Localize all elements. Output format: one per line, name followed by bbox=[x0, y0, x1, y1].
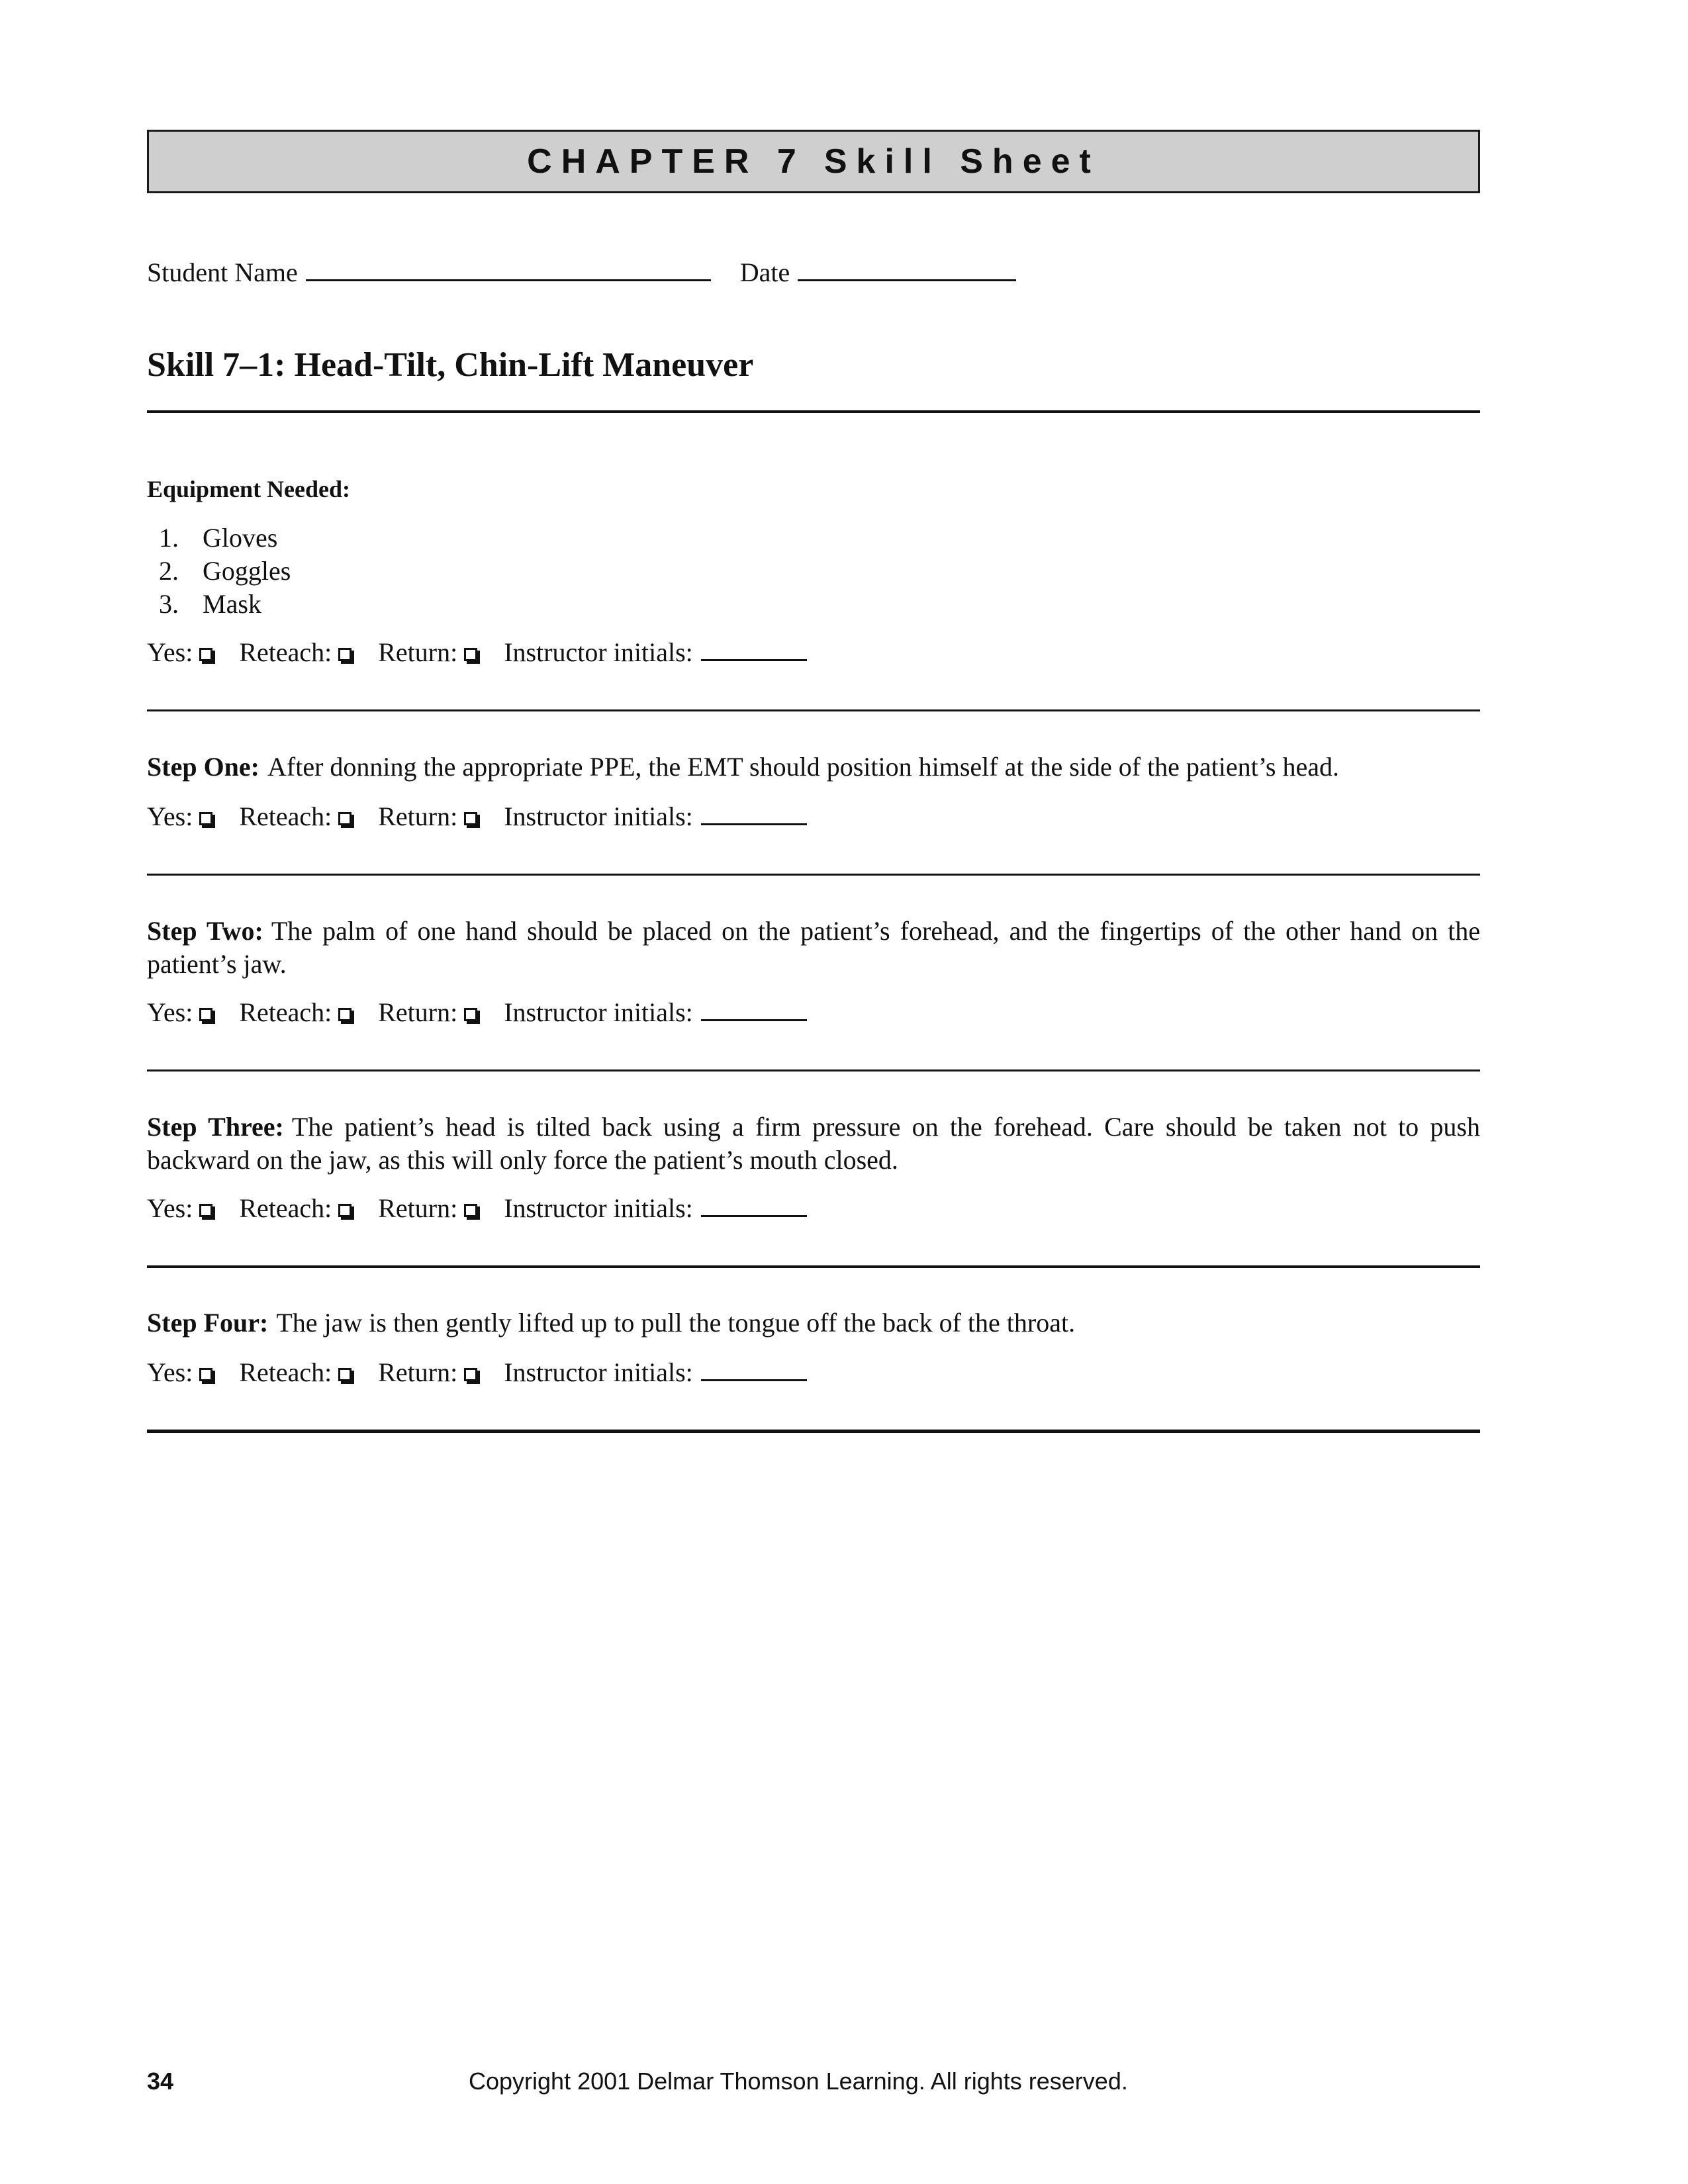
date-field[interactable] bbox=[798, 274, 1016, 281]
reteach-checkbox[interactable] bbox=[338, 1368, 352, 1381]
list-item: 3. Mask bbox=[159, 589, 261, 619]
yes-checkbox[interactable] bbox=[199, 812, 212, 825]
return-checkbox[interactable] bbox=[464, 1368, 477, 1381]
page-number: 34 bbox=[147, 2068, 174, 2095]
list-item: 2. Goggles bbox=[159, 556, 291, 586]
return-checkbox[interactable] bbox=[464, 812, 477, 825]
instructor-initials-field[interactable] bbox=[701, 1211, 807, 1217]
yes-checkbox[interactable] bbox=[199, 1368, 212, 1381]
yes-checkbox[interactable] bbox=[199, 1008, 212, 1021]
step-four: Step Four: The jaw is then gently lifted up to pull the tongue off the back of the throat. bbox=[147, 1308, 1076, 1338]
copyright-notice: Copyright 2001 Delmar Thomson Learning. All rights reserved. bbox=[469, 2068, 1128, 2095]
divider bbox=[147, 1265, 1480, 1268]
step-three: Step Three: The patient’s head is tilted back using a firm pressure on the forehead. Care should be taken not to push backward on the jaw, as this will only force the patient’s mouth closed. bbox=[147, 1112, 1480, 1175]
checklist-row-step-one: Yes: Reteach: Return: Instructor initials: bbox=[147, 801, 833, 832]
divider bbox=[147, 1430, 1480, 1433]
step-two: Step Two: The palm of one hand should be placed on the patient’s forehead, and the fingertips of the other hand on the patient’s jaw. bbox=[147, 916, 1480, 979]
return-checkbox[interactable] bbox=[464, 1204, 477, 1217]
checklist-row-step-two: Yes: Reteach: Return: Instructor initials: bbox=[147, 997, 833, 1028]
student-name-label: Student Name bbox=[147, 257, 298, 287]
step-one: Step One: After donning the appropriate PPE, the EMT should position himself at the side of the patient’s head. bbox=[147, 752, 1339, 782]
reteach-checkbox[interactable] bbox=[338, 812, 352, 825]
chapter-title: Skill Sheet bbox=[823, 142, 1100, 181]
divider bbox=[147, 874, 1480, 876]
checklist-row-step-three: Yes: Reteach: Return: Instructor initials: bbox=[147, 1193, 833, 1224]
student-info-row bbox=[147, 257, 1016, 288]
checklist-row-step-four: Yes: Reteach: Return: Instructor initials: bbox=[147, 1357, 833, 1388]
reteach-checkbox[interactable] bbox=[338, 1204, 352, 1217]
list-item: 1. Gloves bbox=[159, 523, 278, 553]
instructor-initials-field[interactable] bbox=[701, 1375, 807, 1381]
chapter-banner bbox=[147, 130, 1480, 193]
instructor-initials-field[interactable] bbox=[701, 819, 807, 825]
checklist-row-equipment: Yes: Reteach: Return: Instructor initials: bbox=[147, 637, 833, 668]
student-name-field[interactable] bbox=[306, 274, 711, 281]
divider bbox=[147, 709, 1480, 711]
skill-title: Skill 7–1: Head-Tilt, Chin-Lift Maneuver bbox=[147, 346, 754, 384]
equipment-list bbox=[159, 522, 291, 621]
instructor-initials-field[interactable] bbox=[701, 1015, 807, 1021]
return-checkbox[interactable] bbox=[464, 648, 477, 661]
instructor-initials-field[interactable] bbox=[701, 655, 807, 661]
return-checkbox[interactable] bbox=[464, 1008, 477, 1021]
yes-checkbox[interactable] bbox=[199, 1204, 212, 1217]
date-label: Date bbox=[739, 257, 790, 287]
chapter-label: CHAPTER 7 bbox=[527, 142, 806, 181]
reteach-checkbox[interactable] bbox=[338, 1008, 352, 1021]
yes-checkbox[interactable] bbox=[199, 648, 212, 661]
reteach-checkbox[interactable] bbox=[338, 648, 352, 661]
divider bbox=[147, 410, 1480, 413]
divider bbox=[147, 1069, 1480, 1071]
equipment-heading: Equipment Needed: bbox=[147, 476, 351, 502]
